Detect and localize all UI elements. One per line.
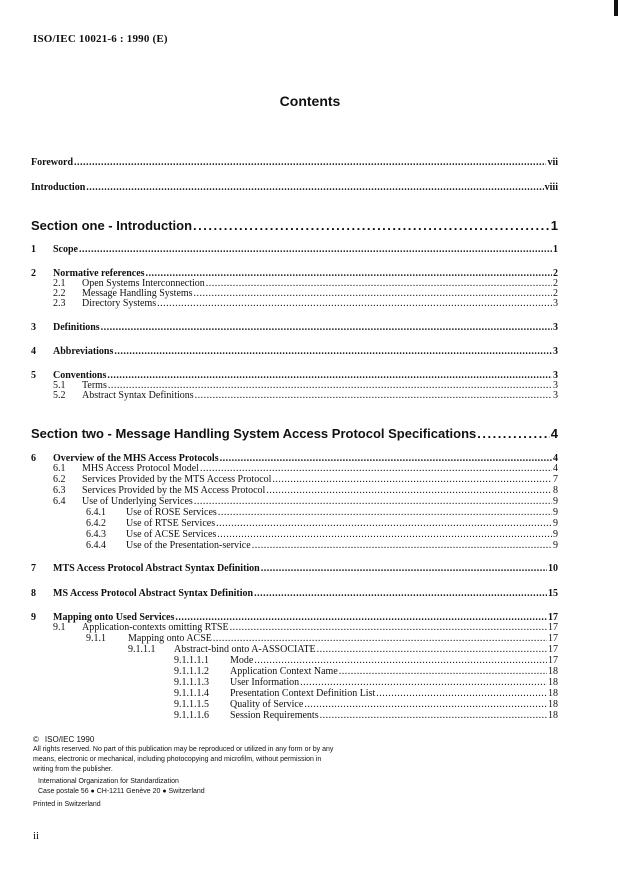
organization-address: Case postale 56 ● CH-1211 Genève 20 ● Switzerland xyxy=(38,788,205,795)
toc-entry-label: MS Access Protocol Abstract Syntax Definition xyxy=(53,588,254,599)
toc-entry-label: Terms xyxy=(82,380,107,391)
scan-edge-mark xyxy=(614,0,618,16)
toc-entry-label: Open Systems Interconnection xyxy=(82,278,205,289)
dot-leader xyxy=(213,633,547,644)
toc-section-page: 4 xyxy=(550,426,558,441)
toc-entry-number: 6.4.2 xyxy=(86,518,106,529)
toc-entry-4[interactable] xyxy=(31,346,558,357)
toc-entry-page: 9 xyxy=(553,540,558,551)
toc-entry-label: Overview of the MHS Access Protocols xyxy=(53,453,219,464)
toc-entry-page: 10 xyxy=(548,563,558,574)
toc-entry-page: vii xyxy=(547,157,558,168)
toc-entry-page: 18 xyxy=(548,688,558,699)
dot-leader xyxy=(101,322,552,333)
toc-entry-page: 9 xyxy=(553,496,558,507)
toc-entry-number: 9.1.1.1.5 xyxy=(174,699,209,710)
dot-leader xyxy=(157,298,552,309)
toc-entry-page: 15 xyxy=(548,588,558,599)
dot-leader xyxy=(194,496,552,507)
toc-entry-page: 17 xyxy=(548,633,558,644)
toc-entry-page: 9 xyxy=(553,507,558,518)
toc-entry-label: Session Requirements xyxy=(230,710,319,721)
toc-entry-label: Use of ACSE Services xyxy=(126,529,217,540)
toc-entry-9-1-1-1-4[interactable] xyxy=(174,688,558,699)
toc-entry-6-4[interactable] xyxy=(53,496,558,507)
toc-entry-number: 2.2 xyxy=(53,288,66,299)
toc-entry-number: 6.4.1 xyxy=(86,507,106,518)
toc-entry-5-2[interactable] xyxy=(53,390,558,401)
dot-leader xyxy=(252,540,552,551)
toc-entry-label: Scope xyxy=(53,244,78,255)
toc-entry-label: Conventions xyxy=(53,370,107,381)
copyright-line xyxy=(33,735,94,744)
toc-entry-page: viii xyxy=(544,182,558,193)
dot-leader xyxy=(300,677,547,688)
toc-entry-number: 6.3 xyxy=(53,485,66,496)
toc-entry-2-3[interactable] xyxy=(53,298,558,309)
dot-leader xyxy=(376,688,547,699)
toc-entry-label: Message Handling Systems xyxy=(82,288,193,299)
toc-entry-number: 5.2 xyxy=(53,390,66,401)
toc-entry-number: 4 xyxy=(31,346,36,357)
toc-entry-page: 4 xyxy=(553,463,558,474)
rights-line-3: writing from the publisher. xyxy=(33,766,113,773)
toc-entry-number: 9.1.1.1.2 xyxy=(174,666,209,677)
toc-entry-9-1[interactable] xyxy=(53,622,558,633)
toc-entry-number: 9.1.1.1 xyxy=(128,644,156,655)
toc-entry-6-4-3[interactable] xyxy=(86,529,558,540)
toc-entry-9-1-1-1-6[interactable] xyxy=(174,710,558,721)
toc-entry-number: 6.4 xyxy=(53,496,66,507)
toc-entry-6-3[interactable] xyxy=(53,485,558,496)
toc-entry-page: 17 xyxy=(548,612,558,623)
toc-entry-number: 8 xyxy=(31,588,36,599)
toc-entry-label: Foreword xyxy=(31,157,74,168)
toc-entry-label: Services Provided by the MTS Access Protocol xyxy=(82,474,272,485)
toc-entry-label: Quality of Service xyxy=(230,699,304,710)
dot-leader xyxy=(304,699,547,710)
toc-entry-page: 8 xyxy=(553,485,558,496)
toc-entry-label: Definitions xyxy=(53,322,100,333)
toc-entry-9-1-1[interactable] xyxy=(86,633,558,644)
toc-entry-page: 2 xyxy=(553,268,558,279)
toc-entry-label: Use of the Presentation-service xyxy=(126,540,251,551)
toc-section-label: Section two - Message Handling System Access Protocol Specifications xyxy=(31,426,477,441)
toc-entry-number: 6.1 xyxy=(53,463,66,474)
organization-name: International Organization for Standardization xyxy=(38,778,179,785)
dot-leader xyxy=(193,218,550,234)
toc-entry-1[interactable] xyxy=(31,244,558,255)
toc-entry-number: 6.4.3 xyxy=(86,529,106,540)
toc-entry-introduction[interactable] xyxy=(31,182,558,193)
toc-entry-label: Abstract-bind onto A-ASSOCIATE xyxy=(174,644,316,655)
toc-entry-number: 5 xyxy=(31,370,36,381)
toc-entry-page: 2 xyxy=(553,288,558,299)
toc-entry-6-2[interactable] xyxy=(53,474,558,485)
toc-entry-page: 3 xyxy=(553,390,558,401)
toc-entry-page: 17 xyxy=(548,622,558,633)
toc-entry-9-1-1-1-5[interactable] xyxy=(174,699,558,710)
toc-entry-label: Application-contexts omitting RTSE xyxy=(82,622,229,633)
toc-entry-page: 9 xyxy=(553,518,558,529)
toc-entry-label: Application Context Name xyxy=(230,666,338,677)
dot-leader xyxy=(261,563,547,574)
toc-entry-number: 9.1 xyxy=(53,622,66,633)
toc-entry-label: User Information xyxy=(230,677,300,688)
toc-entry-label: Directory Systems xyxy=(82,298,157,309)
toc-entry-page: 7 xyxy=(553,474,558,485)
toc-entry-page: 17 xyxy=(548,644,558,655)
toc-entry-page: 18 xyxy=(548,710,558,721)
toc-entry-number: 6.2 xyxy=(53,474,66,485)
dot-leader xyxy=(86,182,543,193)
toc-entry-number: 9.1.1.1.1 xyxy=(174,655,209,666)
toc-entry-8[interactable] xyxy=(31,588,558,599)
toc-entry-page: 3 xyxy=(553,346,558,357)
toc-entry-page: 18 xyxy=(548,677,558,688)
page-number: ii xyxy=(33,830,40,842)
toc-entry-9-1-1-1-2[interactable] xyxy=(174,666,558,677)
copyright-text: ISO/IEC 1990 xyxy=(44,735,95,744)
toc-entry-number: 2.1 xyxy=(53,278,66,289)
toc-entry-7[interactable] xyxy=(31,563,558,574)
toc-entry-number: 6 xyxy=(31,453,36,464)
dot-leader xyxy=(320,710,547,721)
toc-entry-label: Mapping onto Used Services xyxy=(53,612,175,623)
toc-entry-label: Mode xyxy=(230,655,254,666)
toc-entry-number: 9.1.1.1.3 xyxy=(174,677,209,688)
dot-leader xyxy=(195,390,552,401)
rights-line-1: All rights reserved. No part of this publication may be reproduced or utilized in any form or by any xyxy=(33,746,334,753)
dot-leader xyxy=(114,346,552,357)
toc-entry-number: 9.1.1 xyxy=(86,633,106,644)
toc-entry-page: 18 xyxy=(548,699,558,710)
dot-leader xyxy=(230,622,547,633)
dot-leader xyxy=(339,666,547,677)
toc-entry-page: 2 xyxy=(553,278,558,289)
toc-entry-9-1-1-1-1[interactable] xyxy=(174,655,558,666)
toc-entry-number: 2 xyxy=(31,268,36,279)
toc-entry-page: 17 xyxy=(548,655,558,666)
page-title: Contents xyxy=(279,93,341,109)
toc-entry-page: 1 xyxy=(553,244,558,255)
toc-entry-3[interactable] xyxy=(31,322,558,333)
toc-entry-page: 3 xyxy=(553,322,558,333)
dot-leader xyxy=(216,518,552,529)
toc-entry-page: 3 xyxy=(553,370,558,381)
toc-entry-label: Services Provided by the MS Access Protocol xyxy=(82,485,266,496)
toc-entry-label: Abbreviations xyxy=(53,346,114,357)
toc-entry-label: Use of RTSE Services xyxy=(126,518,216,529)
toc-section-label: Section one - Introduction xyxy=(31,218,193,233)
toc-section-two[interactable] xyxy=(31,426,558,442)
toc-entry-label: MTS Access Protocol Abstract Syntax Definition xyxy=(53,563,260,574)
dot-leader xyxy=(79,244,552,255)
dot-leader xyxy=(272,474,552,485)
toc-entry-9-1-1-1-3[interactable] xyxy=(174,677,558,688)
toc-entry-label: Mapping onto ACSE xyxy=(128,633,212,644)
toc-entry-number: 7 xyxy=(31,563,36,574)
toc-entry-label: Use of Underlying Services xyxy=(82,496,193,507)
toc-entry-label: Normative references xyxy=(53,268,145,279)
dot-leader xyxy=(266,485,552,496)
toc-entry-number: 5.1 xyxy=(53,380,66,391)
dot-leader xyxy=(200,463,552,474)
toc-entry-6-4-1[interactable] xyxy=(86,507,558,518)
toc-section-one[interactable] xyxy=(31,218,558,234)
toc-entry-page: 3 xyxy=(553,380,558,391)
printed-in: Printed in Switzerland xyxy=(33,801,101,808)
dot-leader xyxy=(218,507,552,518)
dot-leader xyxy=(254,655,547,666)
toc-entry-number: 9 xyxy=(31,612,36,623)
toc-entry-page: 9 xyxy=(553,529,558,540)
toc-entry-label: Use of ROSE Services xyxy=(126,507,217,518)
dot-leader xyxy=(317,644,547,655)
dot-leader xyxy=(74,157,546,168)
toc-entry-number: 9.1.1.1.4 xyxy=(174,688,209,699)
toc-section-page: 1 xyxy=(550,218,558,233)
dot-leader xyxy=(217,529,552,540)
dot-leader xyxy=(254,588,547,599)
toc-entry-page: 3 xyxy=(553,298,558,309)
toc-entry-number: 3 xyxy=(31,322,36,333)
toc-entry-foreword[interactable] xyxy=(31,157,558,168)
toc-entry-number: 9.1.1.1.6 xyxy=(174,710,209,721)
toc-entry-page: 18 xyxy=(548,666,558,677)
toc-entry-6-1[interactable] xyxy=(53,463,558,474)
copyright-icon: © xyxy=(33,735,39,744)
toc-entry-9-1-1-1[interactable] xyxy=(128,644,558,655)
toc-entry-number: 2.3 xyxy=(53,298,66,309)
rights-line-2: means, electronic or mechanical, including photocopying and microfilm, without permission in xyxy=(33,756,322,763)
dot-leader xyxy=(477,426,550,442)
toc-entry-number: 1 xyxy=(31,244,36,255)
standard-header: ISO/IEC 10021-6 : 1990 (E) xyxy=(33,33,168,45)
toc-entry-page: 4 xyxy=(553,453,558,464)
toc-entry-6-4-4[interactable] xyxy=(86,540,558,551)
toc-entry-label: Presentation Context Definition List xyxy=(230,688,376,699)
toc-entry-label: Abstract Syntax Definitions xyxy=(82,390,194,401)
toc-entry-number: 6.4.4 xyxy=(86,540,106,551)
toc-entry-label: Introduction xyxy=(31,182,86,193)
toc-entry-label: MHS Access Protocol Model xyxy=(82,463,199,474)
toc-entry-6-4-2[interactable] xyxy=(86,518,558,529)
